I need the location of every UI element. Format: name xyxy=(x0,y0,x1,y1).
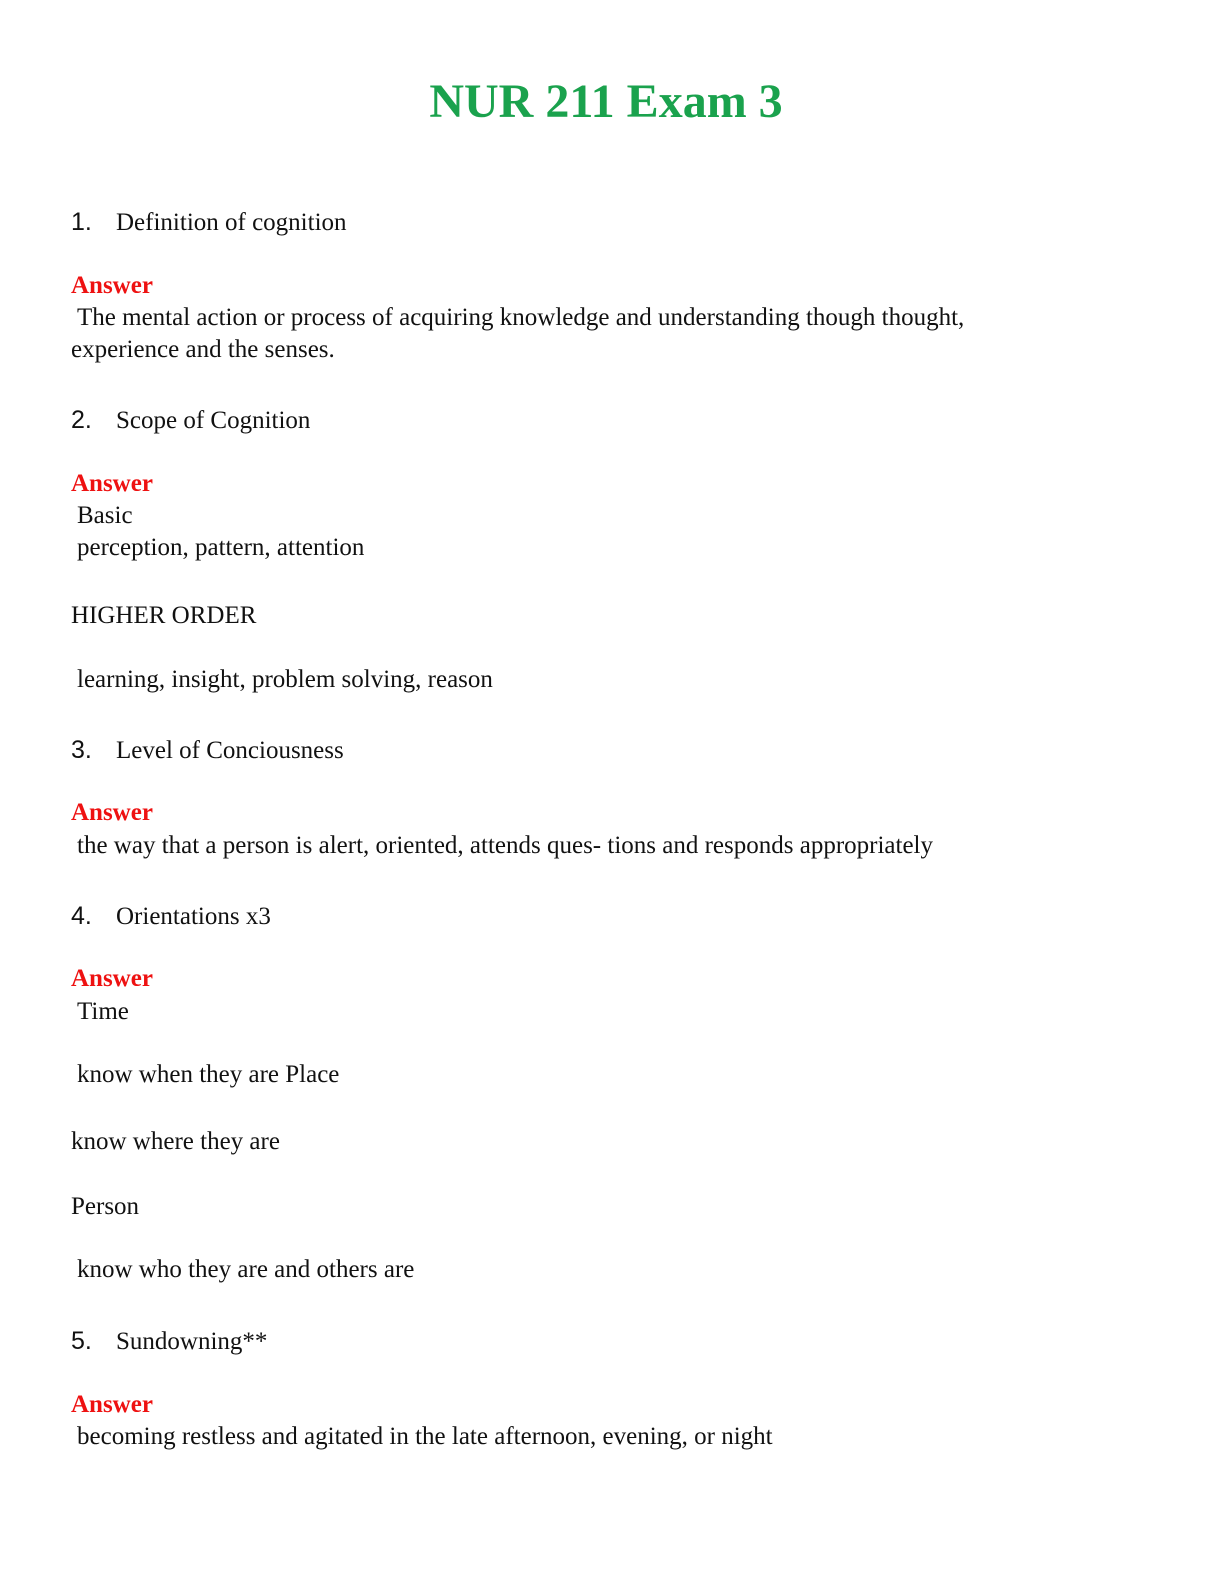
question-2 xyxy=(71,404,310,437)
answer-4-line-3: know where they are xyxy=(71,1128,280,1155)
question-1 xyxy=(71,206,347,239)
question-number: 1. xyxy=(71,208,92,236)
question-text: Scope of Cognition xyxy=(116,407,311,434)
answer-1-line-2: experience and the senses. xyxy=(71,336,335,363)
question-number: 2. xyxy=(71,406,92,434)
answer-4-line-1: Time xyxy=(77,998,129,1025)
answer-label-5: Answer xyxy=(71,1391,153,1418)
question-text: Orientations x3 xyxy=(116,903,271,930)
question-text: Sundowning** xyxy=(116,1328,268,1355)
question-number: 5. xyxy=(71,1327,92,1355)
answer-2-line-2: perception, pattern, attention xyxy=(77,534,365,561)
answer-4-line-5: know who they are and others are xyxy=(77,1256,415,1283)
question-text: Level of Conciousness xyxy=(116,737,344,764)
question-3 xyxy=(71,734,344,767)
answer-label-4: Answer xyxy=(71,965,153,992)
answer-2-line-4: learning, insight, problem solving, reason xyxy=(77,666,493,693)
page-title: NUR 211 Exam 3 xyxy=(429,75,783,128)
answer-4-line-4: Person xyxy=(71,1193,140,1220)
question-text: Definition of cognition xyxy=(116,209,347,236)
question-number: 3. xyxy=(71,736,92,764)
question-number: 4. xyxy=(71,902,92,930)
answer-4-line-2: know when they are Place xyxy=(77,1061,340,1088)
answer-5-line-1: becoming restless and agitated in the late afternoon, evening, or night xyxy=(77,1423,773,1450)
answer-2-line-1: Basic xyxy=(77,502,133,529)
answer-2-line-3: HIGHER ORDER xyxy=(71,602,257,629)
answer-label-2: Answer xyxy=(71,470,153,497)
answer-3-line-1: the way that a person is alert, oriented, attends ques- tions and responds appropriately xyxy=(77,832,934,859)
question-4 xyxy=(71,900,271,933)
answer-label-1: Answer xyxy=(71,272,153,299)
question-5 xyxy=(71,1325,267,1358)
answer-1-line-1: The mental action or process of acquiring knowledge and understanding though thought, xyxy=(77,304,965,331)
answer-label-3: Answer xyxy=(71,799,153,826)
